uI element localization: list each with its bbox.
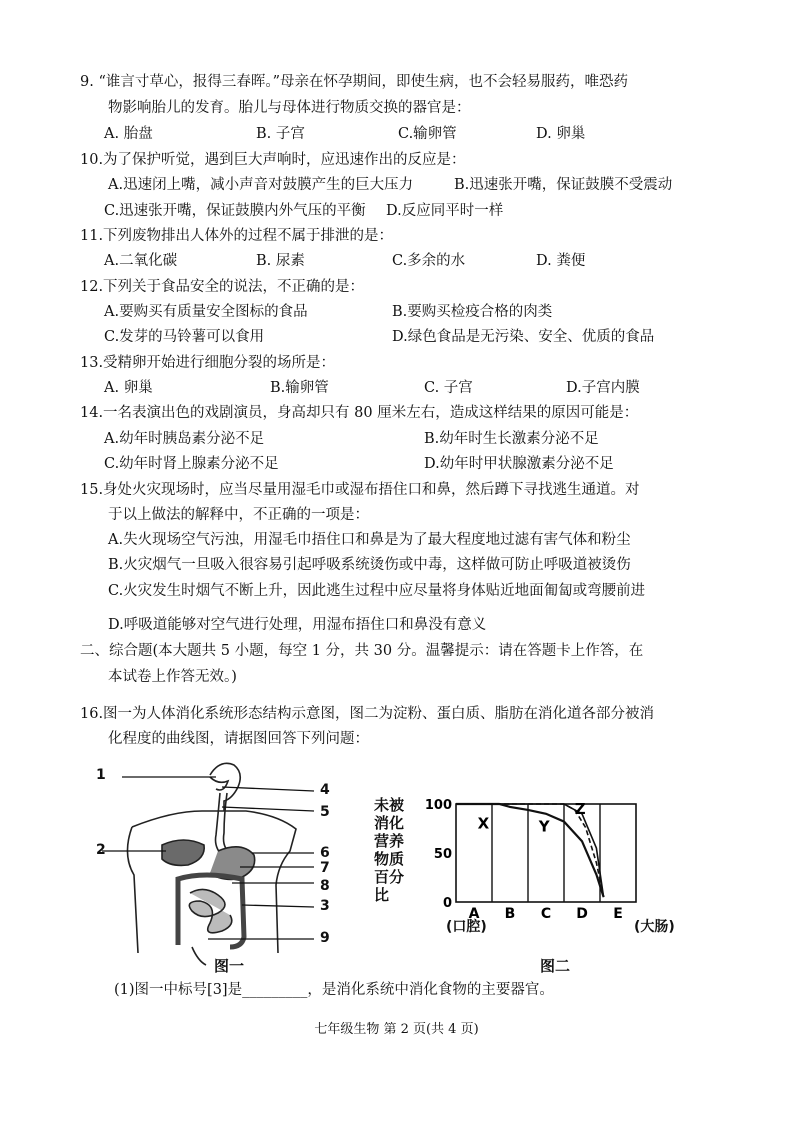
x-tick-label: E	[613, 906, 623, 922]
series-label-z: Z	[574, 799, 586, 818]
figure2-ylabel-4: 物质	[374, 850, 405, 868]
liver	[162, 840, 204, 865]
question-10-option-b[interactable]: B.迅速张开嘴，保证鼓膜不受震动	[454, 177, 673, 193]
figure2-ylabel-2: 消化	[374, 814, 405, 832]
question-10-option-a[interactable]: A.迅速闭上嘴，减小声音对鼓膜产生的巨大压力	[108, 177, 414, 193]
question-12-option-c[interactable]: C.发芽的马铃薯可以食用	[104, 329, 265, 345]
question-13-option-d[interactable]: D.子宫内膜	[566, 380, 640, 396]
figure1-label-2: 2	[96, 842, 106, 858]
question-15-option-b[interactable]: B.火灾烟气一旦吸入很容易引起呼吸系统烫伤或中毒，这样做可防止呼吸道被烫伤	[108, 557, 631, 573]
figure2-caption: 图二	[540, 957, 571, 975]
question-13-option-a[interactable]: A. 卵巢	[104, 380, 153, 396]
question-14-option-c[interactable]: C.幼年时肾上腺素分泌不足	[104, 456, 279, 472]
x-tick-label: D	[576, 906, 588, 922]
figure1-label-7: 7	[320, 860, 330, 876]
question-13-stem: 13.受精卵开始进行细胞分裂的场所是：	[80, 355, 336, 371]
figure2-annotation-mouth: (口腔)	[446, 919, 487, 935]
question-10-stem: 10.为了保护听觉，遇到巨大声响时，应迅速作出的反应是：	[80, 152, 466, 168]
question-9-line-1: 9. “谁言寸草心，报得三春晖。”母亲在怀孕期间，即使生病，也不会轻易服药，唯恐药	[80, 74, 629, 90]
question-12-option-b[interactable]: B.要购买检疫合格的肉类	[392, 304, 553, 320]
question-13-option-c[interactable]: C. 子宫	[424, 380, 473, 396]
x-tick-label: A	[468, 906, 480, 922]
figure2-ylabel-5: 百分	[374, 868, 405, 886]
question-15-option-a[interactable]: A.失火现场空气污浊，用湿毛巾捂住口和鼻是为了最大程度地过滤有害气体和粉尘	[108, 532, 631, 548]
y-tick-label: 100	[424, 798, 452, 813]
y-tick-label: 50	[433, 847, 452, 862]
question-15-option-d[interactable]: D.呼吸道能够对空气进行处理，用湿布捂住口和鼻没有意义	[108, 617, 487, 633]
question-11-option-d[interactable]: D. 粪便	[536, 253, 586, 269]
question-16-sub-1	[114, 980, 554, 1000]
page-footer: 七年级生物 第 2 页(共 4 页)	[314, 1022, 479, 1037]
figure2-ylabel-6: 比	[374, 886, 390, 904]
question-12-stem: 12.下列关于食品安全的说法，不正确的是：	[80, 279, 365, 295]
question-9-option-a[interactable]: A. 胎盘	[104, 126, 153, 142]
figure1-label-5: 5	[320, 804, 330, 820]
question-14-stem: 14.一名表演出色的戏剧演员，身高却只有 80 厘米左右，造成这样结果的原因可能是：	[80, 405, 639, 421]
esophagus	[216, 793, 221, 853]
figure1-label-3: 3	[320, 898, 330, 914]
digestive-system-diagram	[92, 755, 352, 975]
section-2-note: 本试卷上作答无效。)	[108, 669, 237, 685]
question-14-option-a[interactable]: A.幼年时胰岛素分泌不足	[104, 431, 265, 447]
y-tick-label: 0	[442, 896, 452, 911]
question-9-line-2: 物影响胎儿的发育。胎儿与母体进行物质交换的器官是：	[108, 100, 471, 116]
mouth-outline	[210, 777, 228, 790]
figure2-ylabel-1: 未被	[374, 796, 405, 814]
rectum	[192, 947, 206, 965]
question-16-line-2: 化程度的曲线图，请据图回答下列问题：	[108, 731, 369, 747]
figure1-label-1: 1	[96, 767, 106, 783]
question-15-line-2: 于以上做法的解释中，不正确的一项是：	[108, 507, 369, 523]
small-intestine	[189, 889, 231, 932]
x-tick-label: B	[504, 906, 516, 922]
question-15-line-1: 15.身处火灾现场时，应当尽量用湿毛巾或湿布捂住口和鼻，然后蹲下寻找逃生通道。对	[80, 482, 640, 498]
figure1-label-8: 8	[320, 878, 330, 894]
question-10-option-c[interactable]: C.迅速张开嘴，保证鼓膜内外气压的平衡	[104, 203, 366, 219]
figure1-label-4: 4	[320, 782, 330, 798]
question-11-stem: 11.下列废物排出人体外的过程不属于排泄的是：	[80, 228, 394, 244]
question-13-option-b[interactable]: B.输卵管	[270, 380, 329, 396]
figure1-label-9: 9	[320, 930, 330, 946]
figure2-ylabel-3: 营养	[374, 832, 405, 850]
question-14-option-d[interactable]: D.幼年时甲状腺激素分泌不足	[424, 456, 614, 472]
question-10-option-d[interactable]: D.反应同平时一样	[386, 203, 504, 219]
question-12-option-a[interactable]: A.要购买有质量安全图标的食品	[104, 304, 308, 320]
question-14-option-b[interactable]: B.幼年时生长激素分泌不足	[424, 431, 599, 447]
question-16-line-1: 16.图一为人体消化系统形态结构示意图，图二为淀粉、蛋白质、脂肪在消化道各部分被消	[80, 706, 655, 722]
x-tick-label: C	[540, 906, 552, 922]
question-11-option-a[interactable]: A.二氧化碳	[104, 253, 178, 269]
question-9-option-c[interactable]: C.输卵管	[398, 126, 457, 142]
answer-blank[interactable]: _________	[242, 982, 308, 998]
question-9-option-b[interactable]: B. 子宫	[256, 126, 305, 142]
sub-1-text-before: (1)图一中标号[3]是	[114, 982, 243, 998]
sub-1-text-after: ，是消化系统中消化食物的主要器官。	[307, 982, 554, 998]
series-label-y: Y	[538, 817, 550, 836]
figure1-label-6: 6	[320, 845, 330, 861]
question-11-option-c[interactable]: C.多余的水	[392, 253, 466, 269]
section-2-heading: 二、综合题(本大题共 5 小题，每空 1 分，共 30 分。温馨提示：请在答题卡上作答，在	[80, 643, 644, 659]
question-11-option-b[interactable]: B. 尿素	[256, 253, 305, 269]
figure1-caption: 图一	[214, 957, 245, 975]
figure2-annotation-large-intestine: (大肠)	[634, 919, 675, 935]
question-9-option-d[interactable]: D. 卵巢	[536, 126, 586, 142]
series-label-x: X	[477, 814, 490, 833]
question-12-option-d[interactable]: D.绿色食品是无污染、安全、优质的食品	[392, 329, 655, 345]
question-15-option-c[interactable]: C.火灾发生时烟气不断上升，因此逃生过程中应尽量将身体贴近地面匍匐或弯腰前进	[108, 583, 646, 599]
